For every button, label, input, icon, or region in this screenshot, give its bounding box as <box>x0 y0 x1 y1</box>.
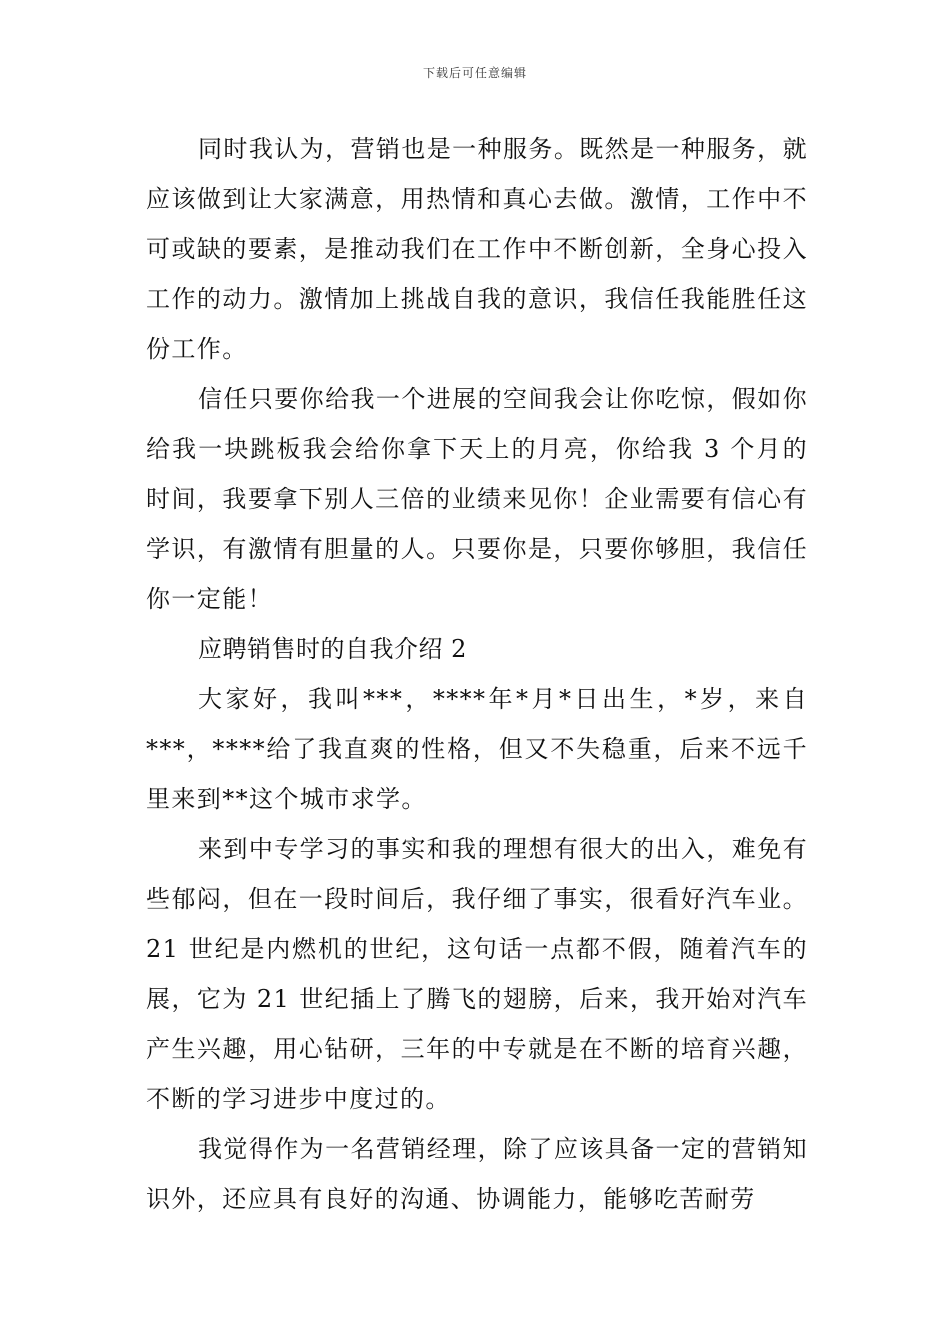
header-note: 下载后可任意编辑 <box>422 66 527 80</box>
paragraph-study: 来到中专学习的事实和我的理想有很大的出入，难免有些郁闷，但在一段时间后，我仔细了事实，很看好汽车业。21 世纪是内燃机的世纪，这句话一点都不假，随着汽车的展，它为 21 世纪插上了腾飞的翅膀，后来，我开始对汽车产生兴趣，用心钻研，三年的中专就是在不断的培育兴趣，不断的学习进步中度过的。 <box>146 835 808 1113</box>
paragraph-trust: 信任只要你给我一个进展的空间我会让你吃惊，假如你给我一块跳板我会给你拿下天上的月亮，你给我 3 个月的时间，我要拿下别人三倍的业绩来见你！企业需要有信心有学识，有激情有胆量的人。只要你是，只要你够胆，我信任你一定能！ <box>146 385 808 613</box>
paragraph-service: 同时我认为，营销也是一种服务。既然是一种服务，就应该做到让大家满意，用热情和真心去做。激情，工作中不可或缺的要素，是推动我们在工作中不断创新，全身心投入工作的动力。激情加上挑战自我的意识，我信任我能胜任这份工作。 <box>146 135 808 363</box>
document-body <box>146 124 808 1224</box>
section-heading: 应聘销售时的自我介绍 2 <box>198 635 467 663</box>
paragraph-introduction: 大家好，我叫***，****年*月*日出生，*岁，来自***，****给了我直爽的性格，但又不失稳重，后来不远千里来到**这个城市求学。 <box>146 685 808 813</box>
paragraph-manager: 我觉得作为一名营销经理，除了应该具备一定的营销知识外，还应具有良好的沟通、协调能力，能够吃苦耐劳 <box>146 1135 808 1213</box>
